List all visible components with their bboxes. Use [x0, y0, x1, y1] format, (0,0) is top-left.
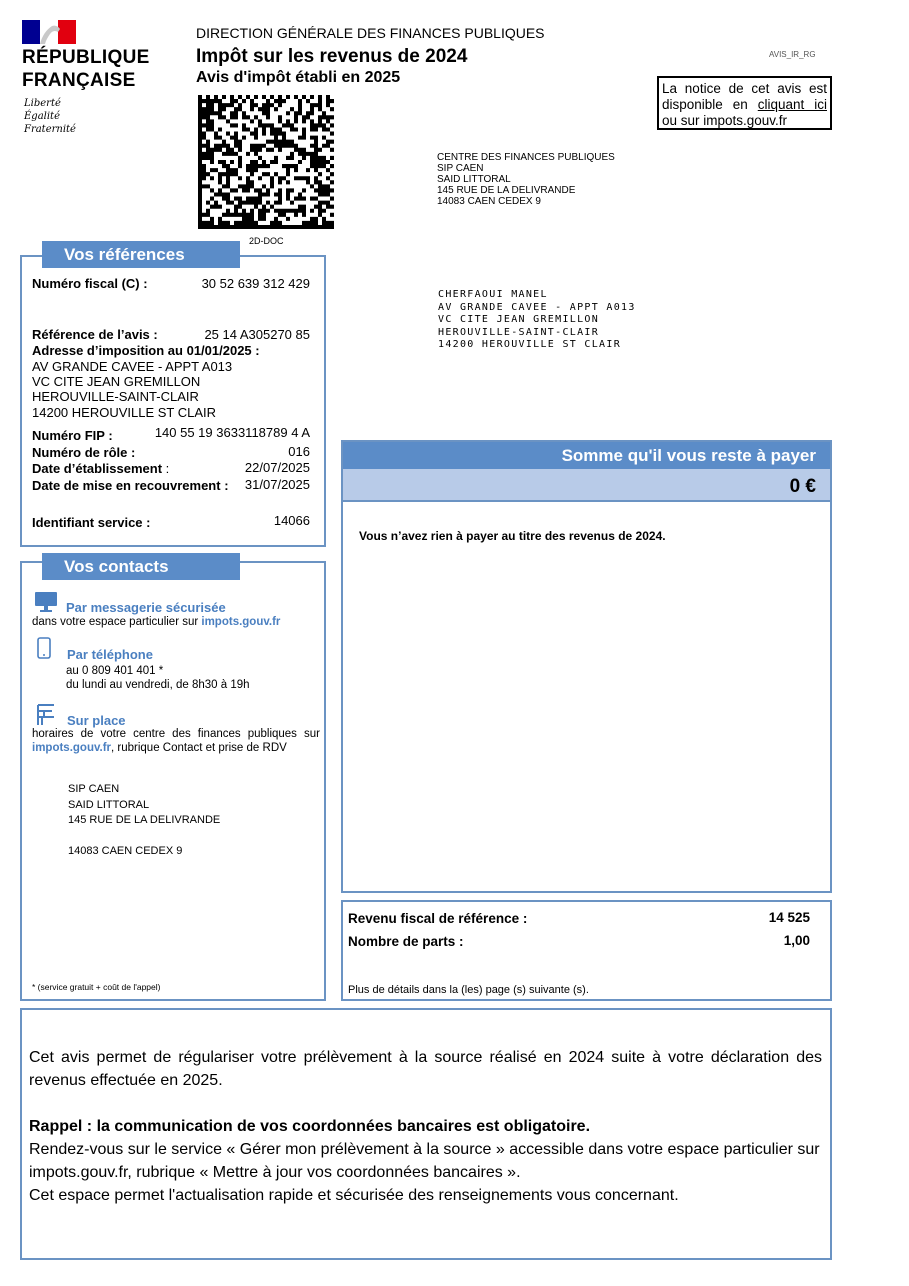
sender-line: 145 RUE DE LA DELIVRANDE: [437, 185, 576, 196]
motto-egalite: Égalité: [24, 111, 60, 122]
contacts-tab: Vos contacts: [42, 553, 240, 580]
fiscal-number-value: 30 52 639 312 429: [201, 276, 310, 291]
regularisation-paragraph: Cet avis permet de régulariser votre prélèvement à la source réalisé en 2024 suite à votre déclaration des revenus effectuée en 2025.: [29, 1049, 822, 1089]
rfr-value: 14 525: [768, 910, 810, 925]
office-line: SIP CAEN: [68, 783, 120, 795]
phone-hours: du lundi au vendredi, de 8h30 à 19h: [66, 679, 250, 691]
notice-ref-label: Référence de l’avis :: [32, 327, 158, 342]
sender-line: SIP CAEN: [437, 163, 484, 174]
payment-message: Vous n’avez rien à payer au titre des revenus de 2024.: [359, 529, 666, 543]
tax-address-line: 14200 HEROUVILLE ST CLAIR: [32, 405, 217, 420]
sender-address: [437, 152, 615, 207]
tax-address-line: HEROUVILLE-SAINT-CLAIR: [32, 389, 199, 404]
marianne-flag-logo: [22, 20, 76, 44]
messaging-link[interactable]: impots.gouv.fr: [201, 616, 281, 628]
computer-icon: [34, 591, 58, 613]
counter-icon: [34, 703, 56, 727]
office-address: [68, 782, 220, 860]
onsite-suffix: , rubrique Contact et prise de RDV: [111, 742, 287, 754]
phone-icon: [37, 637, 51, 659]
onsite-line2: [32, 742, 287, 754]
datamatrix-label: 2D-DOC: [249, 236, 284, 246]
parts-value: 1,00: [783, 933, 810, 948]
messaging-text-label: dans votre espace particulier sur: [32, 616, 202, 628]
space-description: Cet espace permet l'actualisation rapide et sécurisée des renseignements vous concernant.: [29, 1187, 679, 1204]
references-tab: Vos références: [42, 241, 240, 268]
motto-fraternite: Fraternité: [24, 124, 76, 135]
republique-label: RÉPUBLIQUE: [22, 47, 150, 68]
tax-address-line: AV GRANDE CAVEE - APPT A013: [32, 359, 233, 374]
bank-details-reminder: Rappel : la communication de vos coordonnées bancaires est obligatoire.: [29, 1118, 591, 1135]
sender-line: SAID LITTORAL: [437, 174, 511, 185]
parts-label: Nombre de parts :: [348, 934, 464, 949]
onsite-link[interactable]: impots.gouv.fr: [32, 742, 112, 754]
issue-date-colon: :: [162, 461, 170, 476]
payment-panel: [341, 440, 832, 893]
onsite-title: Sur place: [67, 713, 126, 728]
issue-date-value: 22/07/2025: [244, 460, 310, 475]
recipient-line: CHERFAOUI MANEL: [438, 289, 548, 300]
office-line: 14083 CAEN CEDEX 9: [68, 845, 183, 857]
tax-address-label: Adresse d’imposition au 01/01/2025 :: [32, 343, 260, 358]
issue-date-label-text: Date d’établissement: [32, 461, 163, 476]
fiscal-number-label: Numéro fiscal (C) :: [32, 276, 148, 291]
details-note: Plus de détails dans la (les) page (s) suivante (s).: [348, 984, 589, 996]
amount-due-header: Somme qu'il vous reste à payer: [343, 442, 830, 469]
notice-prefix: La notice de cet avis est disponible en: [662, 81, 827, 112]
document-code: AVIS_IR_RG: [769, 50, 816, 59]
office-line: SAID LITTORAL: [68, 798, 150, 811]
fip-value: 140 55 19 3633118789 4 A: [154, 425, 310, 440]
recouvrement-label: Date de mise en recouvrement :: [32, 478, 229, 493]
page-subtitle: Avis d'impôt établi en 2025: [196, 69, 401, 86]
recipient-line: AV GRANDE CAVEE - APPT A013: [438, 301, 636, 313]
call-cost-footnote: * (service gratuit + coût de l'appel): [32, 982, 161, 992]
recipient-line: VC CITE JEAN GREMILLON: [438, 314, 600, 326]
motto-liberte: Liberté: [24, 98, 61, 109]
notice-link[interactable]: cliquant ici: [757, 97, 827, 112]
office-line-blank: [68, 829, 220, 845]
tax-address-line: VC CITE JEAN GREMILLON: [32, 374, 201, 389]
sender-line: CENTRE DES FINANCES PUBLIQUES: [437, 152, 615, 163]
francaise-label: FRANÇAISE: [22, 70, 136, 91]
datamatrix-code: [198, 95, 334, 229]
recipient-address: [438, 289, 636, 352]
messaging-text: [32, 616, 280, 628]
phone-number: au 0 809 401 401 *: [66, 665, 164, 677]
service-id-label: Identifiant service :: [32, 515, 151, 530]
recipient-line: HEROUVILLE-SAINT-CLAIR: [438, 326, 600, 338]
authority-name: DIRECTION GÉNÉRALE DES FINANCES PUBLIQUES: [196, 25, 545, 41]
amount-due-value: 0 €: [343, 469, 830, 502]
recouvrement-value: 31/07/2025: [244, 477, 310, 492]
datamatrix-modules: [198, 95, 334, 229]
onsite-text: horaires de votre centre des finances publiques sur: [32, 728, 320, 740]
role-value: 016: [288, 444, 310, 459]
notice-box: [657, 76, 832, 130]
issue-date-label: [32, 461, 169, 476]
service-id-value: 14066: [273, 513, 310, 528]
sender-line: 14083 CAEN CEDEX 9: [437, 196, 541, 207]
service-instructions: Rendez-vous sur le service « Gérer mon prélèvement à la source » accessible dans votre espace particulier sur impots.gouv.fr, rubrique « Mettre à jour vos coordonnées bancaires ».: [29, 1141, 820, 1181]
rfr-label: Revenu fiscal de référence :: [348, 911, 528, 926]
notice-ref-value: 25 14 A305270 85: [204, 327, 310, 342]
phone-title: Par téléphone: [67, 647, 153, 662]
page-title: Impôt sur les revenus de 2024: [196, 46, 468, 67]
messaging-title: Par messagerie sécurisée: [66, 600, 226, 615]
office-line: 145 RUE DE LA DELIVRANDE: [68, 814, 221, 826]
recipient-line: 14200 HEROUVILLE ST CLAIR: [438, 339, 622, 351]
fip-label: Numéro FIP :: [32, 428, 113, 443]
notice-suffix: ou sur impots.gouv.fr: [662, 113, 788, 128]
role-label: Numéro de rôle :: [32, 445, 136, 460]
